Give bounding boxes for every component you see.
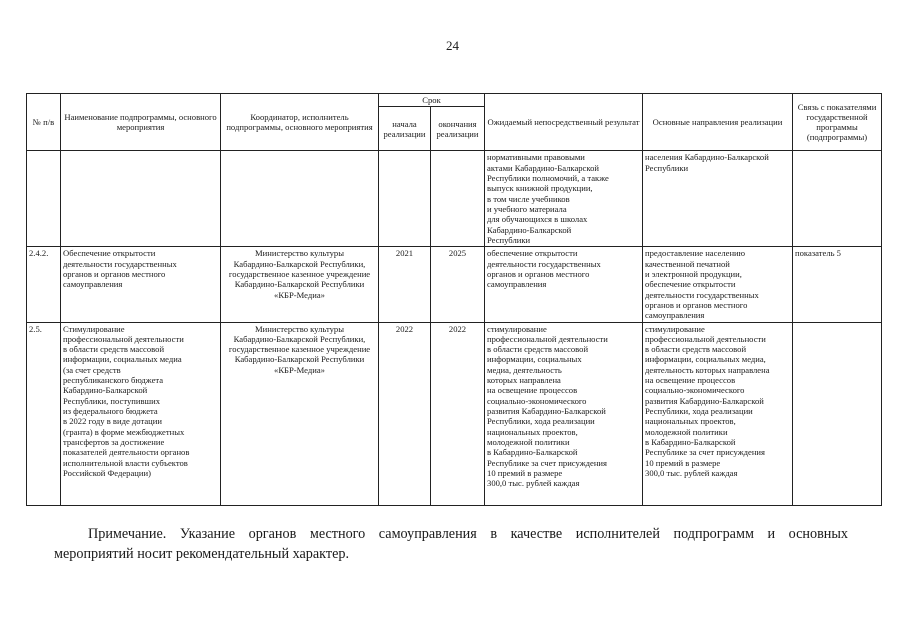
cell-directions-line: развития Кабардино-Балкарской xyxy=(645,395,764,406)
cell-result xyxy=(485,247,643,322)
cell-directions xyxy=(643,322,793,505)
header-num: № п/в xyxy=(27,94,61,151)
cell-directions-line: обеспечение открытости xyxy=(645,279,736,290)
cell-name-line: деятельности государственных xyxy=(63,258,177,269)
cell-coordinator-line: Кабардино-Балкарской Республики xyxy=(234,279,365,290)
cell-coordinator xyxy=(221,247,379,322)
cell-name xyxy=(61,151,221,247)
footnote xyxy=(54,524,848,564)
cell-result-line: профессиональной деятельности xyxy=(487,333,608,344)
cell-directions-line: профессиональной деятельности xyxy=(645,333,766,344)
cell-link xyxy=(793,151,882,247)
cell-name-line: Кабардино-Балкарской xyxy=(63,385,148,396)
header-name: Наименование подпрограммы, основного мероприятия xyxy=(61,94,221,151)
cell-name-line: показателей деятельности органов xyxy=(63,447,190,458)
cell-result-line: на освещение процессов xyxy=(487,385,578,396)
cell-result-line: 10 премий в размере xyxy=(487,467,563,478)
cell-result-line: Республике за счет присуждения xyxy=(487,457,607,468)
cell-directions-line: на освещение процессов xyxy=(645,375,736,386)
cell-result-line: Республики полномочий, а также xyxy=(487,172,609,183)
table-row xyxy=(27,322,882,505)
cell-directions-line: предоставление населению xyxy=(645,248,746,259)
cell-link xyxy=(793,322,882,505)
cell-start: 2022 xyxy=(379,322,431,505)
cell-result-line: медиа, деятельность xyxy=(487,364,562,375)
cell-directions-line: социально-экономического xyxy=(645,385,745,396)
cell-result-line: Республики, хода реализации xyxy=(487,416,595,427)
cell-result-line: актами Кабардино-Балкарской xyxy=(487,162,600,173)
cell-directions-line: деятельность которых направлена xyxy=(645,364,770,375)
cell-result-line: национальных проектов, xyxy=(487,426,578,437)
cell-directions-line: стимулирование xyxy=(645,323,705,334)
cell-coordinator-line: Министерство культуры xyxy=(255,323,344,334)
cell-directions xyxy=(643,151,793,247)
cell-result-line: выпуск книжной продукции, xyxy=(487,183,593,194)
cell-result-line: в Кабардино-Балкарской xyxy=(487,447,578,458)
cell-directions-line: Республики, хода реализации xyxy=(645,406,753,416)
cell-coordinator xyxy=(221,151,379,247)
cell-name-line: Российской Федерации) xyxy=(63,467,151,478)
cell-result-line: органов и органов местного xyxy=(487,268,590,279)
cell-name-line: республиканского бюджета xyxy=(63,375,164,386)
header-end: окончания реализации xyxy=(431,107,485,151)
cell-num xyxy=(27,151,61,247)
cell-directions-line: информации, социальных медиа, xyxy=(645,354,766,365)
cell-result-line: для обучающихся в школах xyxy=(487,214,588,225)
cell-directions-line: в Кабардино-Балкарской xyxy=(645,436,736,447)
cell-coordinator-line: Кабардино-Балкарской Республики, xyxy=(233,258,366,269)
cell-result-line: 300,0 тыс. рублей каждая xyxy=(487,478,580,489)
cell-link: показатель 5 xyxy=(793,247,882,322)
header-coordinator: Координатор, исполнитель подпрограммы, основного мероприятия xyxy=(221,94,379,151)
cell-directions xyxy=(643,247,793,322)
note-line-1: Примечание. Указание органов местного самоуправления в качестве исполнителей подпрограмм и основных xyxy=(88,526,848,542)
cell-name-line: профессиональной деятельности xyxy=(63,333,184,344)
cell-name-line: Стимулирование xyxy=(63,323,125,334)
note-line-2: мероприятий носит рекомендательный характер. xyxy=(54,546,350,562)
cell-coordinator-line: государственное казенное учреждение xyxy=(228,344,371,355)
cell-name-line: (гранта) в форме межбюджетных xyxy=(63,426,185,437)
header-term: Срок xyxy=(379,94,485,107)
cell-name-line: исполнительной власти субъектов xyxy=(63,457,188,468)
cell-result-line: самоуправления xyxy=(487,279,547,290)
cell-directions-line: и электронной продукции, xyxy=(645,268,742,279)
cell-num: 2.5. xyxy=(27,322,61,505)
cell-start xyxy=(379,151,431,247)
cell-result-line: которых направлена xyxy=(487,375,561,386)
cell-result-line: Республики xyxy=(487,234,531,245)
cell-directions-line: в области средств массовой xyxy=(645,344,747,355)
cell-coordinator-line: Министерство культуры xyxy=(255,248,344,259)
cell-end: 2025 xyxy=(431,247,485,322)
cell-result-line: Кабардино-Балкарской xyxy=(487,224,572,235)
cell-name-line: трансфертов за достижение xyxy=(63,436,165,447)
cell-coordinator xyxy=(221,322,379,505)
table-row xyxy=(27,247,882,322)
cell-directions-line: органов и органов местного xyxy=(645,299,748,310)
cell-coordinator-line: Кабардино-Балкарской Республики xyxy=(234,354,365,365)
cell-coordinator-line: «КБР-Медиа» xyxy=(274,364,325,375)
cell-directions-line: 300,0 тыс. рублей каждая xyxy=(645,467,738,478)
cell-name xyxy=(61,322,221,505)
header-start: начала реализации xyxy=(379,107,431,151)
cell-end xyxy=(431,151,485,247)
cell-name-line: Республики, поступивших xyxy=(63,395,161,406)
cell-result-line: информации, социальных xyxy=(487,354,582,365)
cell-name-line: Обеспечение открытости xyxy=(63,248,156,259)
cell-result xyxy=(485,322,643,505)
header-result: Ожидаемый непосредственный результат xyxy=(485,94,643,151)
cell-end: 2022 xyxy=(431,322,485,505)
cell-result-line: обеспечение открытости xyxy=(487,248,578,259)
cell-name-line: в 2022 году в виде дотации xyxy=(63,416,162,427)
table-row xyxy=(27,151,882,247)
header-directions: Основные направления реализации xyxy=(643,94,793,151)
cell-coordinator-line: «КБР-Медиа» xyxy=(274,289,325,300)
cell-directions-line: Республике за счет присуждения xyxy=(645,447,765,458)
cell-directions-line: населения Кабардино-Балкарской xyxy=(645,152,769,163)
cell-start: 2021 xyxy=(379,247,431,322)
cell-coordinator-line: государственное казенное учреждение xyxy=(228,268,371,279)
cell-directions-line: 10 премий в размере xyxy=(645,457,721,468)
cell-directions-line: деятельности государственных xyxy=(645,289,759,300)
cell-name-line: информации, социальных медиа xyxy=(63,354,182,365)
cell-name-line: (за счет средств xyxy=(63,364,121,375)
cell-result-line: развития Кабардино-Балкарской xyxy=(487,406,606,416)
program-table xyxy=(26,93,882,506)
cell-result-line: молодежной политики xyxy=(487,436,570,447)
cell-result-line: нормативными правовыми xyxy=(487,152,585,163)
cell-result-line: в том числе учебников xyxy=(487,193,570,204)
cell-directions-line: качественной печатной xyxy=(645,258,730,269)
cell-name-line: органов и органов местного xyxy=(63,268,166,279)
cell-result-line: в области средств массовой xyxy=(487,344,589,355)
cell-result-line: и учебного материала xyxy=(487,203,567,214)
cell-result-line: деятельности государственных xyxy=(487,258,601,269)
cell-directions-line: национальных проектов, xyxy=(645,416,736,427)
cell-coordinator-line: Кабардино-Балкарской Республики, xyxy=(233,333,366,344)
header-link: Связь с показателями государственной программы (подпрограммы) xyxy=(793,94,882,151)
cell-result xyxy=(485,151,643,247)
cell-name xyxy=(61,247,221,322)
cell-result-line: стимулирование xyxy=(487,323,547,334)
cell-directions-line: Республики xyxy=(645,162,689,173)
cell-name-line: самоуправления xyxy=(63,279,123,290)
page-number: 24 xyxy=(446,38,459,53)
table-body xyxy=(27,151,882,505)
cell-directions-line: самоуправления xyxy=(645,310,705,321)
cell-name-line: из федерального бюджета xyxy=(63,406,158,416)
cell-num: 2.4.2. xyxy=(27,247,61,322)
cell-directions-line: молодежной политики xyxy=(645,426,728,437)
cell-result-line: социально-экономического xyxy=(487,395,587,406)
cell-name-line: в области средств массовой xyxy=(63,344,165,355)
